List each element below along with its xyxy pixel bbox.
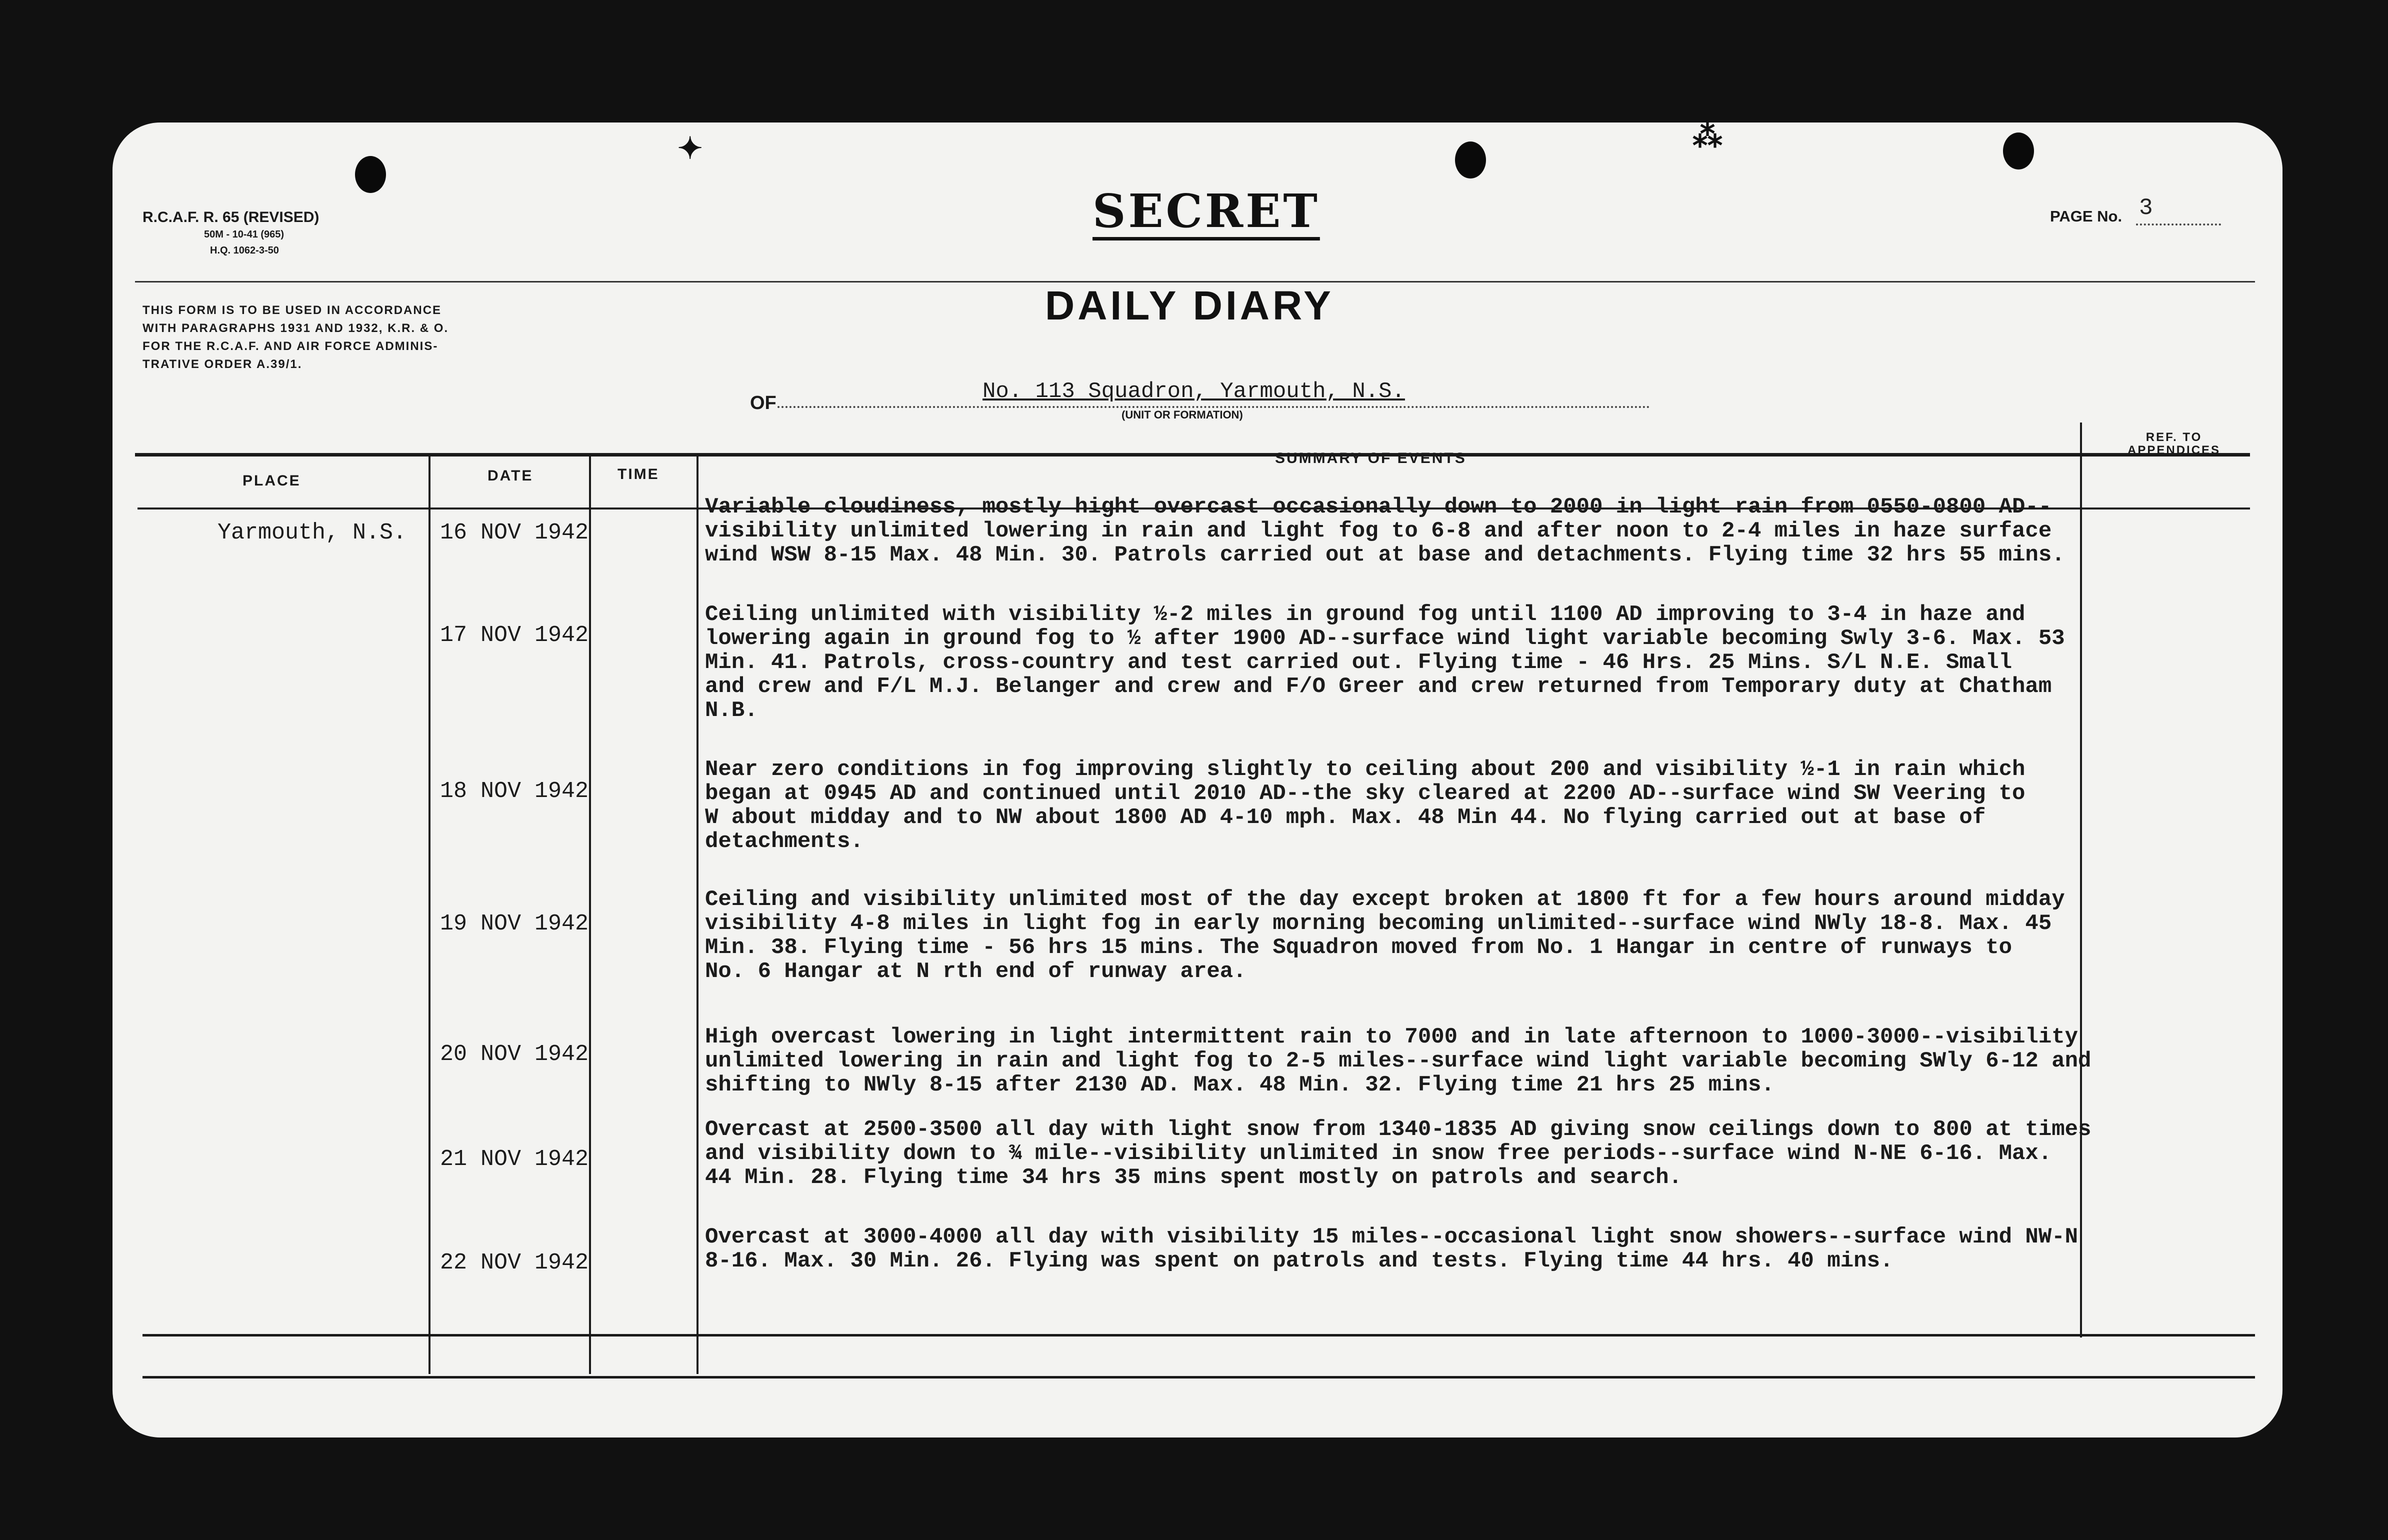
event-summary: Ceiling unlimited with visibility ½-2 miles in ground fog until 1100 AD improving to 3-4 in haze and lowering again in ground fog to ½ after 1900 AD--surface wind light variable becoming Swly 3-6. Max. 53 Min. 41. Patrols, cross-country and test carried out. Flying time - 46 Hrs. 25 Mins. S/L N.E. Small and crew and F/L M.J. Belanger and crew and F/O Greer and crew returned from Temporary duty at Chatham N.B. — [705, 602, 2065, 723]
page-number-line — [2136, 224, 2221, 226]
page-bottom-rule — [142, 1376, 2255, 1378]
security-classification: SECRET — [1092, 184, 1320, 238]
divider-date-time — [589, 453, 591, 1374]
place-value: Yarmouth, N.S. — [218, 520, 407, 546]
table-top-rule — [135, 453, 2250, 456]
ink-mark: ✦ — [678, 132, 703, 165]
column-header-ref: REF. TO APPENDICES — [2128, 430, 2221, 457]
entry-date: 18 NOV 1942 — [440, 778, 589, 804]
form-hq-code: H.Q. 1062-3-50 — [210, 245, 279, 256]
form-print-code: 50M - 10-41 (965) — [204, 229, 284, 240]
event-summary: Ceiling and visibility unlimited most of the day except broken at 1800 ft for a few hours around midday visibility 4-8 miles in light fog in early morning becoming unlimited--surface wind NWly 18-8. Max. 45 Min. 38. Flying time - 56 hrs 15 mins. The Squadron moved from No. 1 Hangar in centre of runways to No. 6 Hangar at N rth end of runway area. — [705, 887, 2065, 984]
divider-place-date — [428, 453, 430, 1374]
punch-hole — [1455, 142, 1486, 178]
entry-date: 17 NOV 1942 — [440, 622, 589, 648]
column-header-date: DATE — [488, 468, 534, 484]
event-summary: Near zero conditions in fog improving slightly to ceiling about 200 and visibility ½-1 in rain which began at 0945 AD and continued until 2010 AD--the sky cleared at 2200 AD--surface wind SW Veering to W about midday and to NW about 1800 AD 4-10 mph. Max. 48 Min 44. No flying carried out at base of detachments. — [705, 757, 2026, 854]
entry-date: 19 NOV 1942 — [440, 911, 589, 936]
page-title: DAILY DIARY — [1045, 283, 1334, 328]
divider-time-summary — [696, 453, 698, 1374]
column-header-time: TIME — [618, 466, 660, 482]
table-bottom-rule — [142, 1334, 2255, 1336]
page-label: PAGE No. — [2050, 208, 2122, 225]
unit-name: No. 113 Squadron, Yarmouth, N.S. — [982, 379, 1405, 404]
ink-mark: ⁂ — [1692, 120, 1722, 153]
entry-date: 21 NOV 1942 — [440, 1146, 589, 1172]
page-number: 3 — [2139, 195, 2153, 221]
punch-hole — [355, 156, 386, 193]
column-header-summary: SUMMARY OF EVENTS — [1275, 450, 1466, 466]
entry-date: 22 NOV 1942 — [440, 1250, 589, 1276]
unit-line — [778, 406, 1650, 408]
event-summary: Overcast at 2500-3500 all day with light snow from 1340-1835 AD giving snow ceilings down to 800 at times and visibility down to ¾ mile--visibility unlimited in snow free periods--surface wind N-NE 6-16. Max. 44 Min. 28. Flying time 34 hrs 35 mins spent mostly on patrols and search. — [705, 1117, 2092, 1190]
entry-date: 20 NOV 1942 — [440, 1042, 589, 1067]
of-label: OF — [750, 392, 776, 414]
form-number: R.C.A.F. R. 65 (REVISED) — [142, 209, 320, 226]
unit-caption: (UNIT OR FORMATION) — [1122, 408, 1243, 421]
event-summary: Variable cloudiness, mostly hight overcast occasionally down to 2000 in light rain from 0550-0800 AD-- visibility unlimited lowering in rain and light fog to 6-8 and after noon to 2-4 miles in haze surface wind WSW 8-15 Max. 48 Min. 30. Patrols carried out at base and detachments. Flying time 32 hrs 55 mins. — [705, 494, 2065, 568]
column-header-place: PLACE — [242, 472, 301, 489]
entry-date: 16 NOV 1942 — [440, 520, 589, 546]
event-summary: Overcast at 3000-4000 all day with visibility 15 miles--occasional light snow showers--surface wind NW-N 8-16. Max. 30 Min. 26. Flying was spent on patrols and tests. Flying time 44 hrs. 40 mins. — [705, 1224, 2078, 1274]
event-summary: High overcast lowering in light intermittent rain to 7000 and in late afternoon to 1000-3000--visibility unlimited lowering in rain and light fog to 2-5 miles--surface wind light variable becoming SWly 6-12 and shifting to NWly 8-15 after 2130 AD. Max. 48 Min. 32. Flying time 21 hrs 25 mins. — [705, 1024, 2092, 1098]
form-instructions: THIS FORM IS TO BE USED IN ACCORDANCE WITH PARAGRAPHS 1931 AND 1932, K.R. & O. FOR THE R.C.A.F. AND AIR FORCE ADMINIS- TRATIVE ORDER A.39/1. — [142, 304, 449, 371]
punch-hole — [2003, 132, 2034, 170]
